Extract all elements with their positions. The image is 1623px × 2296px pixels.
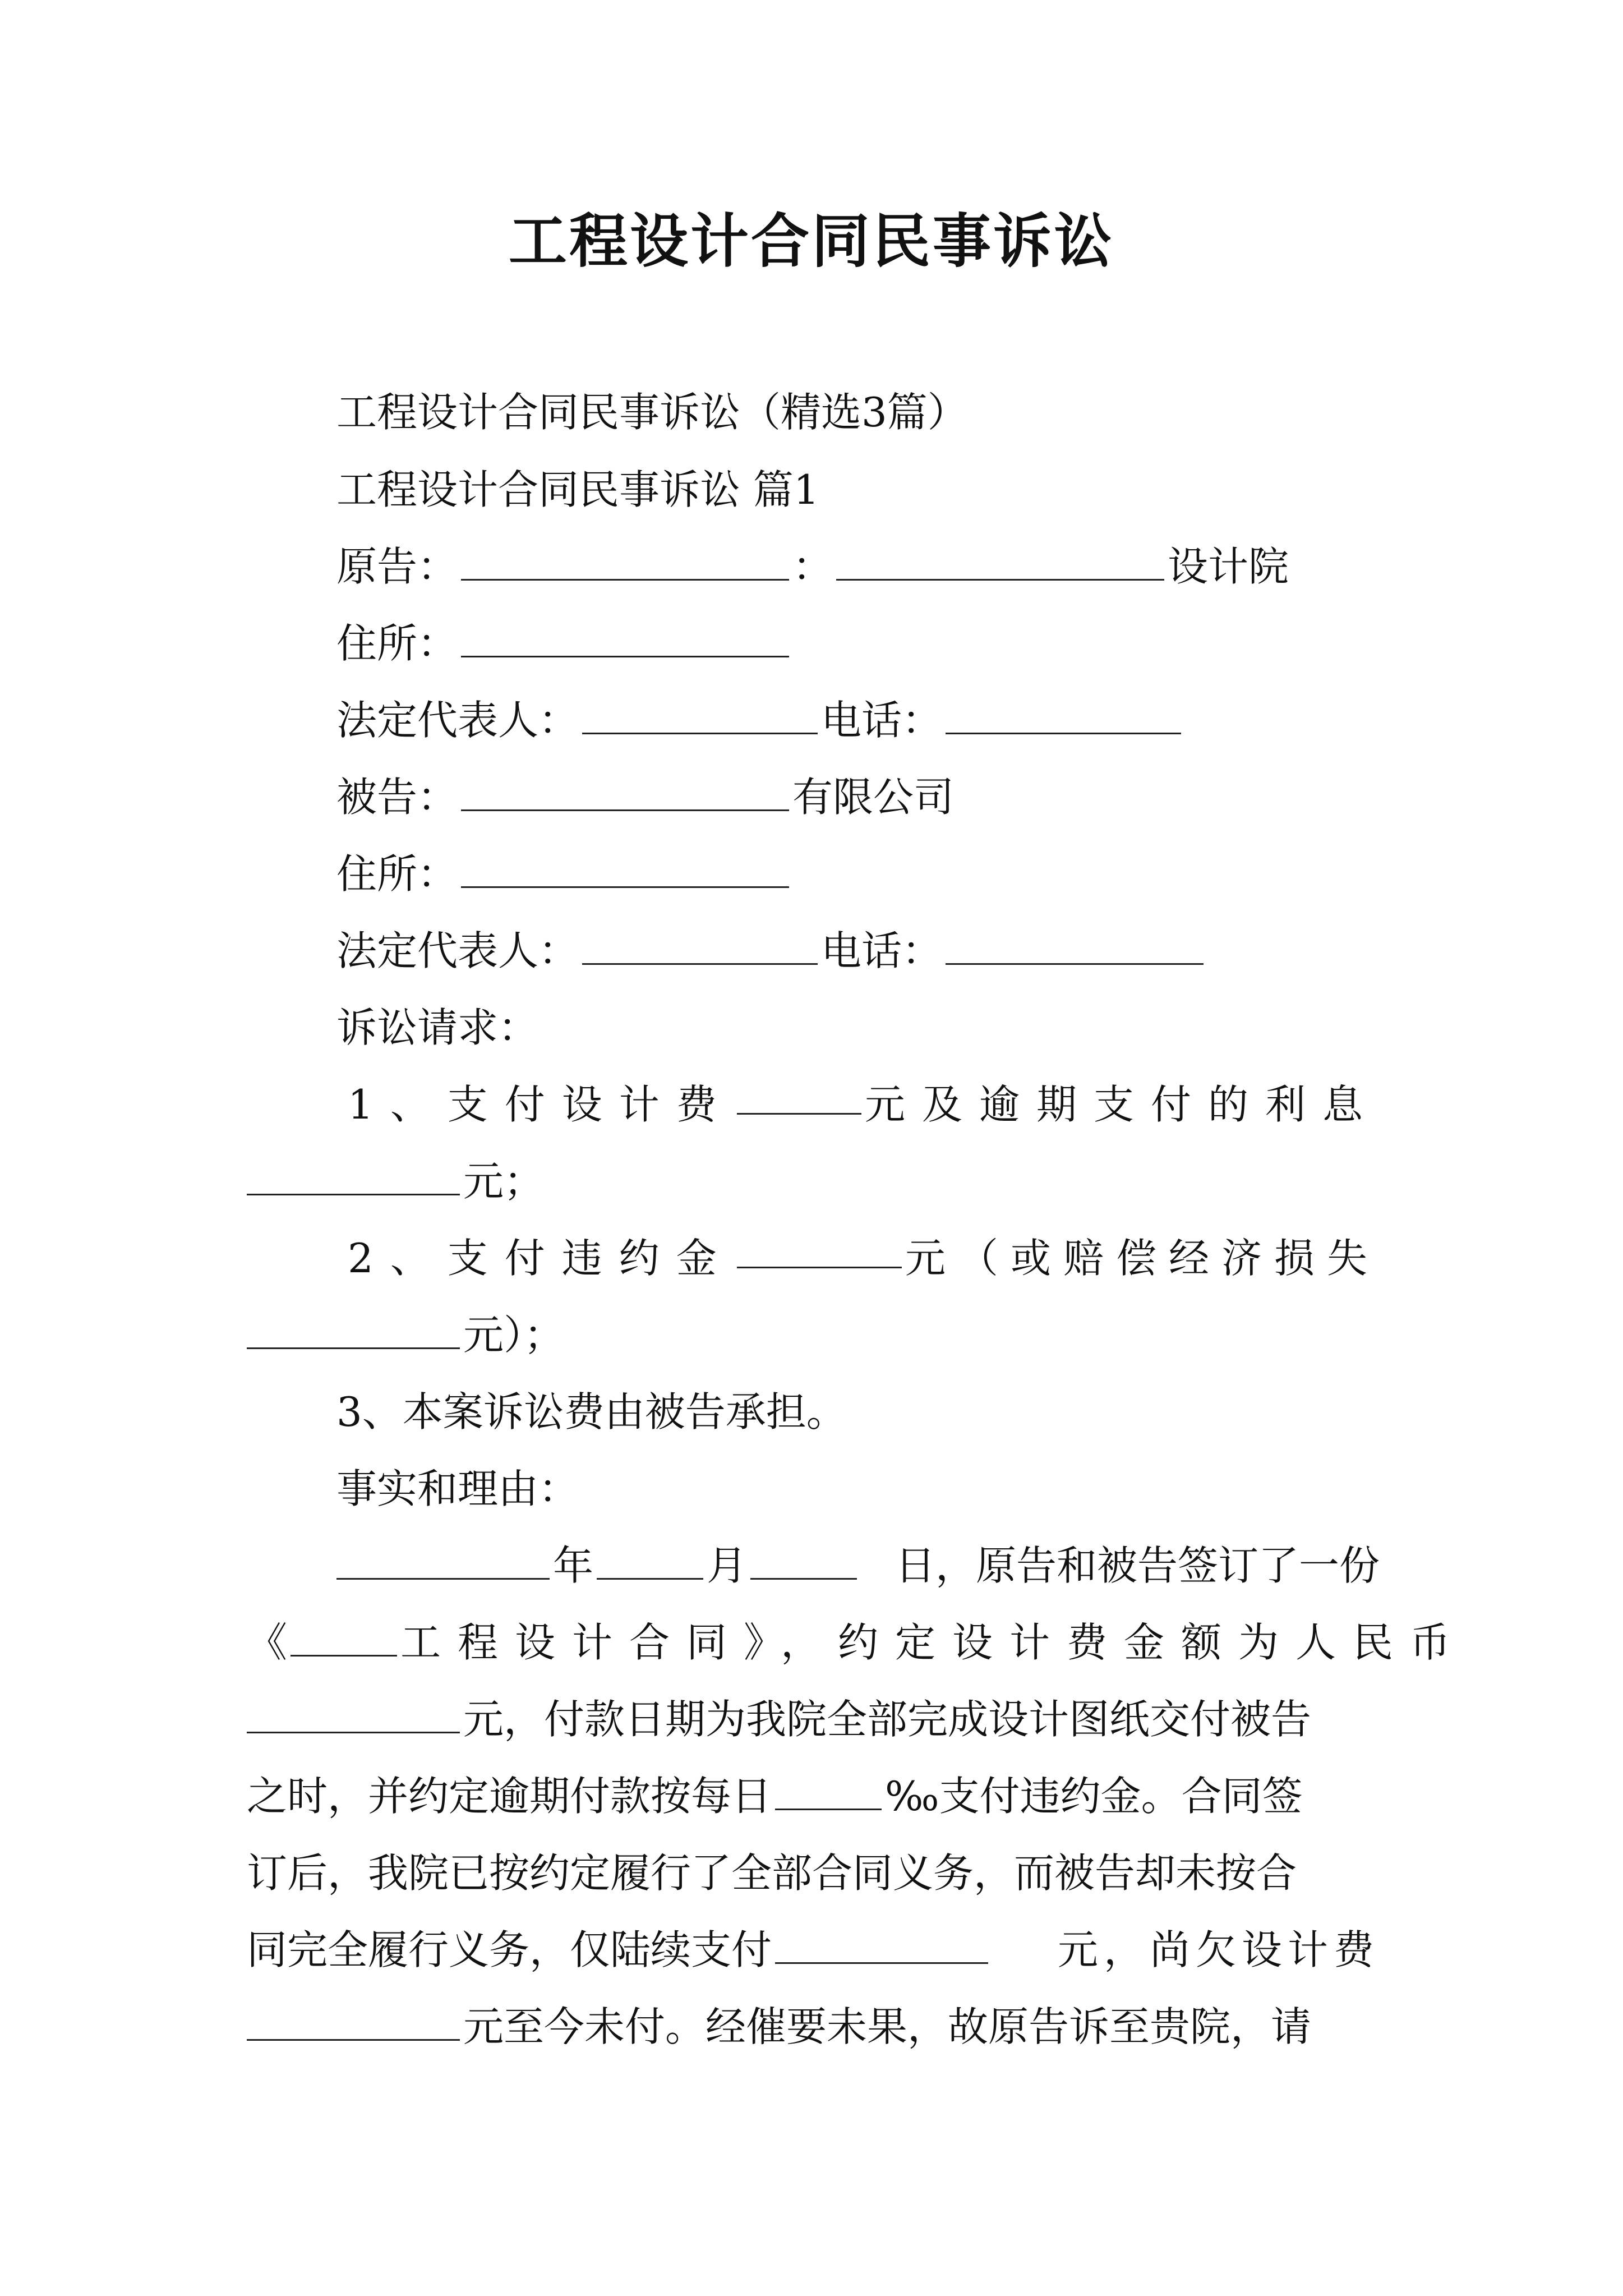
- defendant-address-label: 住所：: [336, 850, 458, 898]
- plaintiff-rep-blank: [582, 693, 818, 734]
- defendant-rep-label: 法定代表人：: [336, 927, 579, 974]
- facts-paid-group: [247, 1919, 992, 1981]
- defendant-address-line: [336, 843, 792, 905]
- defendant-suffix: 有限公司: [792, 774, 955, 821]
- facts-line-4-b: ‰支付违约金。合同签: [885, 1773, 1303, 1820]
- facts-line-4-a: 之时，并约定逾期付款按每日: [247, 1773, 772, 1820]
- facts-line-2: [247, 1612, 1468, 1673]
- facts-project-blank: [291, 1616, 397, 1657]
- facts-line-6-a: 同完全履行义务，仅陆续支付: [247, 1926, 772, 1973]
- defendant-phone-label: 电话：: [821, 927, 943, 974]
- section-heading: 工程设计合同民事诉讼 篇1: [336, 466, 819, 513]
- facts-amount-blank: [247, 1692, 460, 1733]
- plaintiff-colon: ：: [792, 543, 833, 590]
- facts-line-3: [247, 1688, 1311, 1750]
- subtitle: 工程设计合同民事诉讼（精选3篇）: [336, 389, 968, 436]
- claim-1-prefix: 1、支付设计费: [348, 1081, 734, 1128]
- facts-line-7: [247, 1996, 1311, 2058]
- defendant-name-blank: [461, 770, 789, 811]
- plaintiff-line: [336, 536, 1289, 597]
- claim-2-end: 元）；: [463, 1312, 565, 1359]
- plaintiff-name-blank: [461, 540, 789, 581]
- facts-day-blank: [750, 1539, 857, 1580]
- facts-month-label: 月: [707, 1542, 748, 1589]
- claim-1-mid: 元及逾期支付的利息: [864, 1081, 1380, 1128]
- facts-owed-blank: [247, 2000, 460, 2041]
- facts-line-1: [336, 1535, 1380, 1596]
- claim-2-loss-blank: [247, 1308, 460, 1349]
- facts-date-group: [336, 1535, 860, 1596]
- claim-1-fee-blank: [737, 1074, 861, 1115]
- facts-open-bracket: 《: [247, 1619, 288, 1666]
- facts-year-blank: [336, 1539, 550, 1580]
- plaintiff-rep-line: [336, 689, 1184, 751]
- facts-line-6-b: 元，尚欠设计费: [1057, 1926, 1380, 1973]
- facts-line-6: [247, 1919, 1380, 1981]
- defendant-label: 被告：: [336, 774, 458, 821]
- claim-2-penalty-blank: [737, 1227, 902, 1268]
- plaintiff-phone-label: 电话：: [821, 697, 943, 744]
- facts-heading: 事实和理由：: [336, 1465, 579, 1512]
- claim-1-end: 元；: [463, 1158, 545, 1205]
- document-title: 工程设计合同民事诉讼: [508, 206, 1114, 275]
- defendant-address-blank: [461, 847, 789, 888]
- facts-month-blank: [597, 1539, 703, 1580]
- claim-1-interest-blank: [247, 1154, 460, 1195]
- defendant-rep-line: [336, 920, 1207, 982]
- claims-heading: 诉讼请求：: [336, 1004, 539, 1051]
- plaintiff-institute-blank: [836, 540, 1164, 581]
- plaintiff-phone-blank: [946, 693, 1181, 734]
- facts-line-1-text: 日，原告和被告签订了一份: [895, 1542, 1380, 1589]
- facts-year-label: 年: [553, 1542, 594, 1589]
- claim-2-prefix: 2、支付违约金: [348, 1235, 734, 1282]
- plaintiff-address-label: 住所：: [336, 620, 458, 667]
- facts-line-2-text: 工程设计合同》，约定设计费金额为人民币: [400, 1619, 1468, 1666]
- facts-rate-blank: [775, 1769, 882, 1810]
- claim-2-line: [348, 1227, 1380, 1289]
- facts-line-3-text: 元，付款日期为我院全部完成设计图纸交付被告: [463, 1696, 1312, 1743]
- claim-1-line: [348, 1074, 1380, 1135]
- defendant-rep-blank: [582, 924, 818, 965]
- defendant-phone-blank: [946, 924, 1204, 965]
- plaintiff-suffix: 设计院: [1168, 543, 1289, 590]
- facts-contract-group: [247, 1612, 400, 1673]
- claim-1-cont: [247, 1151, 544, 1212]
- plaintiff-label: 原告：: [336, 543, 458, 590]
- defendant-line: [336, 766, 954, 828]
- claim-3-line: 3、本案诉讼费由被告承担。: [336, 1388, 847, 1435]
- facts-line-4: [247, 1765, 1303, 1827]
- facts-line-5: 订后，我院已按约定履行了全部合同义务，而被告却未按合: [247, 1849, 1297, 1897]
- claim-2-cont: [247, 1304, 564, 1366]
- facts-paid-blank: [775, 1923, 988, 1964]
- facts-line-7-text: 元至今未付。经催要未果，故原告诉至贵院，请: [463, 2003, 1312, 2050]
- plaintiff-rep-label: 法定代表人：: [336, 697, 579, 744]
- plaintiff-address-line: [336, 613, 792, 674]
- plaintiff-address-blank: [461, 616, 789, 657]
- claim-2-mid: 元（或赔偿经济损失: [905, 1235, 1380, 1282]
